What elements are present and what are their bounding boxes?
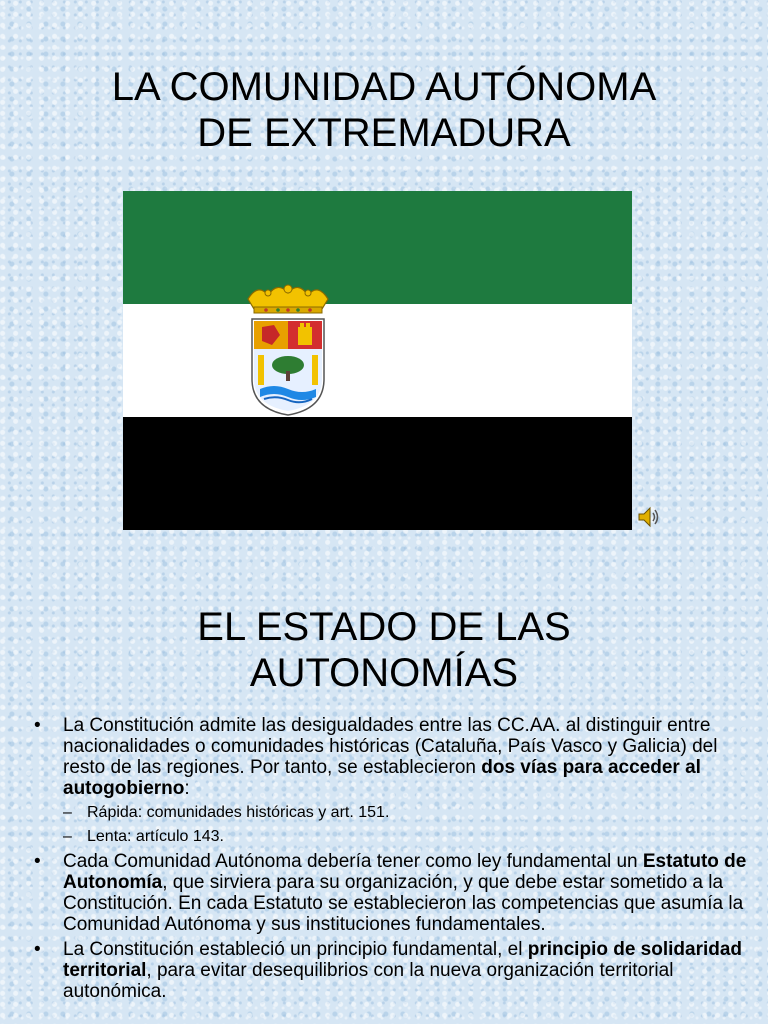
title-line-2: AUTONOMÍAS: [249, 651, 519, 695]
slide-title: [0, 64, 768, 156]
bullet-item: [34, 939, 754, 1002]
title-line-1: LA COMUNIDAD AUTÓNOMA: [111, 65, 657, 109]
bullet-bold-text: Estatuto de Autonomía: [63, 851, 747, 893]
slide-title: [0, 604, 768, 696]
title-line-2: DE EXTREMADURA: [197, 111, 571, 155]
bullet-text-end: , para evitar desequilibrios con la nueva organización territorial autonómica.: [63, 960, 674, 1002]
bullet-item: [34, 851, 754, 935]
flag-black-stripe: [123, 417, 632, 530]
bullet-text: La Constitución admite las desigualdades entre las CC.AA. al distinguir entre nacionalidades o comunidades históricas (Cataluña, País Vasco y Galicia) del resto de las regiones. Por tanto, se establecieron: [63, 715, 718, 778]
bullet-list: [34, 715, 754, 1006]
flag-white-stripe: [123, 304, 632, 417]
bullet-item: [34, 715, 754, 847]
sub-item: – Lenta: artículo 143.: [63, 826, 754, 847]
speaker-icon[interactable]: [636, 504, 662, 530]
bullet-text: Cada Comunidad Autónoma debería tener como ley fundamental un: [63, 851, 643, 872]
bullet-bold-text: dos vías para acceder al autogobierno: [63, 757, 701, 799]
bullet-text: La Constitución estableció un principio fundamental, el: [63, 939, 528, 960]
extremadura-flag: [123, 191, 632, 530]
sub-item: – Rápida: comunidades históricas y art. 151.: [63, 802, 754, 823]
slide-estado-autonomias: [0, 560, 768, 1024]
flag-green-stripe: [123, 191, 632, 304]
sub-list: [63, 802, 754, 847]
coat-of-arms-icon: [244, 279, 332, 419]
bullet-bold-text: principio de solidaridad territorial: [63, 939, 743, 981]
bullet-text-end: :: [184, 778, 190, 799]
bullet-text-end: , que sirviera para su organización, y que debe estar sometido a la Constitución. En cada Estatuto se establecieron las competencias que asumía la Comunidad Autónoma y sus instituciones fundamentales.: [63, 872, 744, 935]
title-line-1: EL ESTADO DE LAS: [197, 605, 571, 649]
